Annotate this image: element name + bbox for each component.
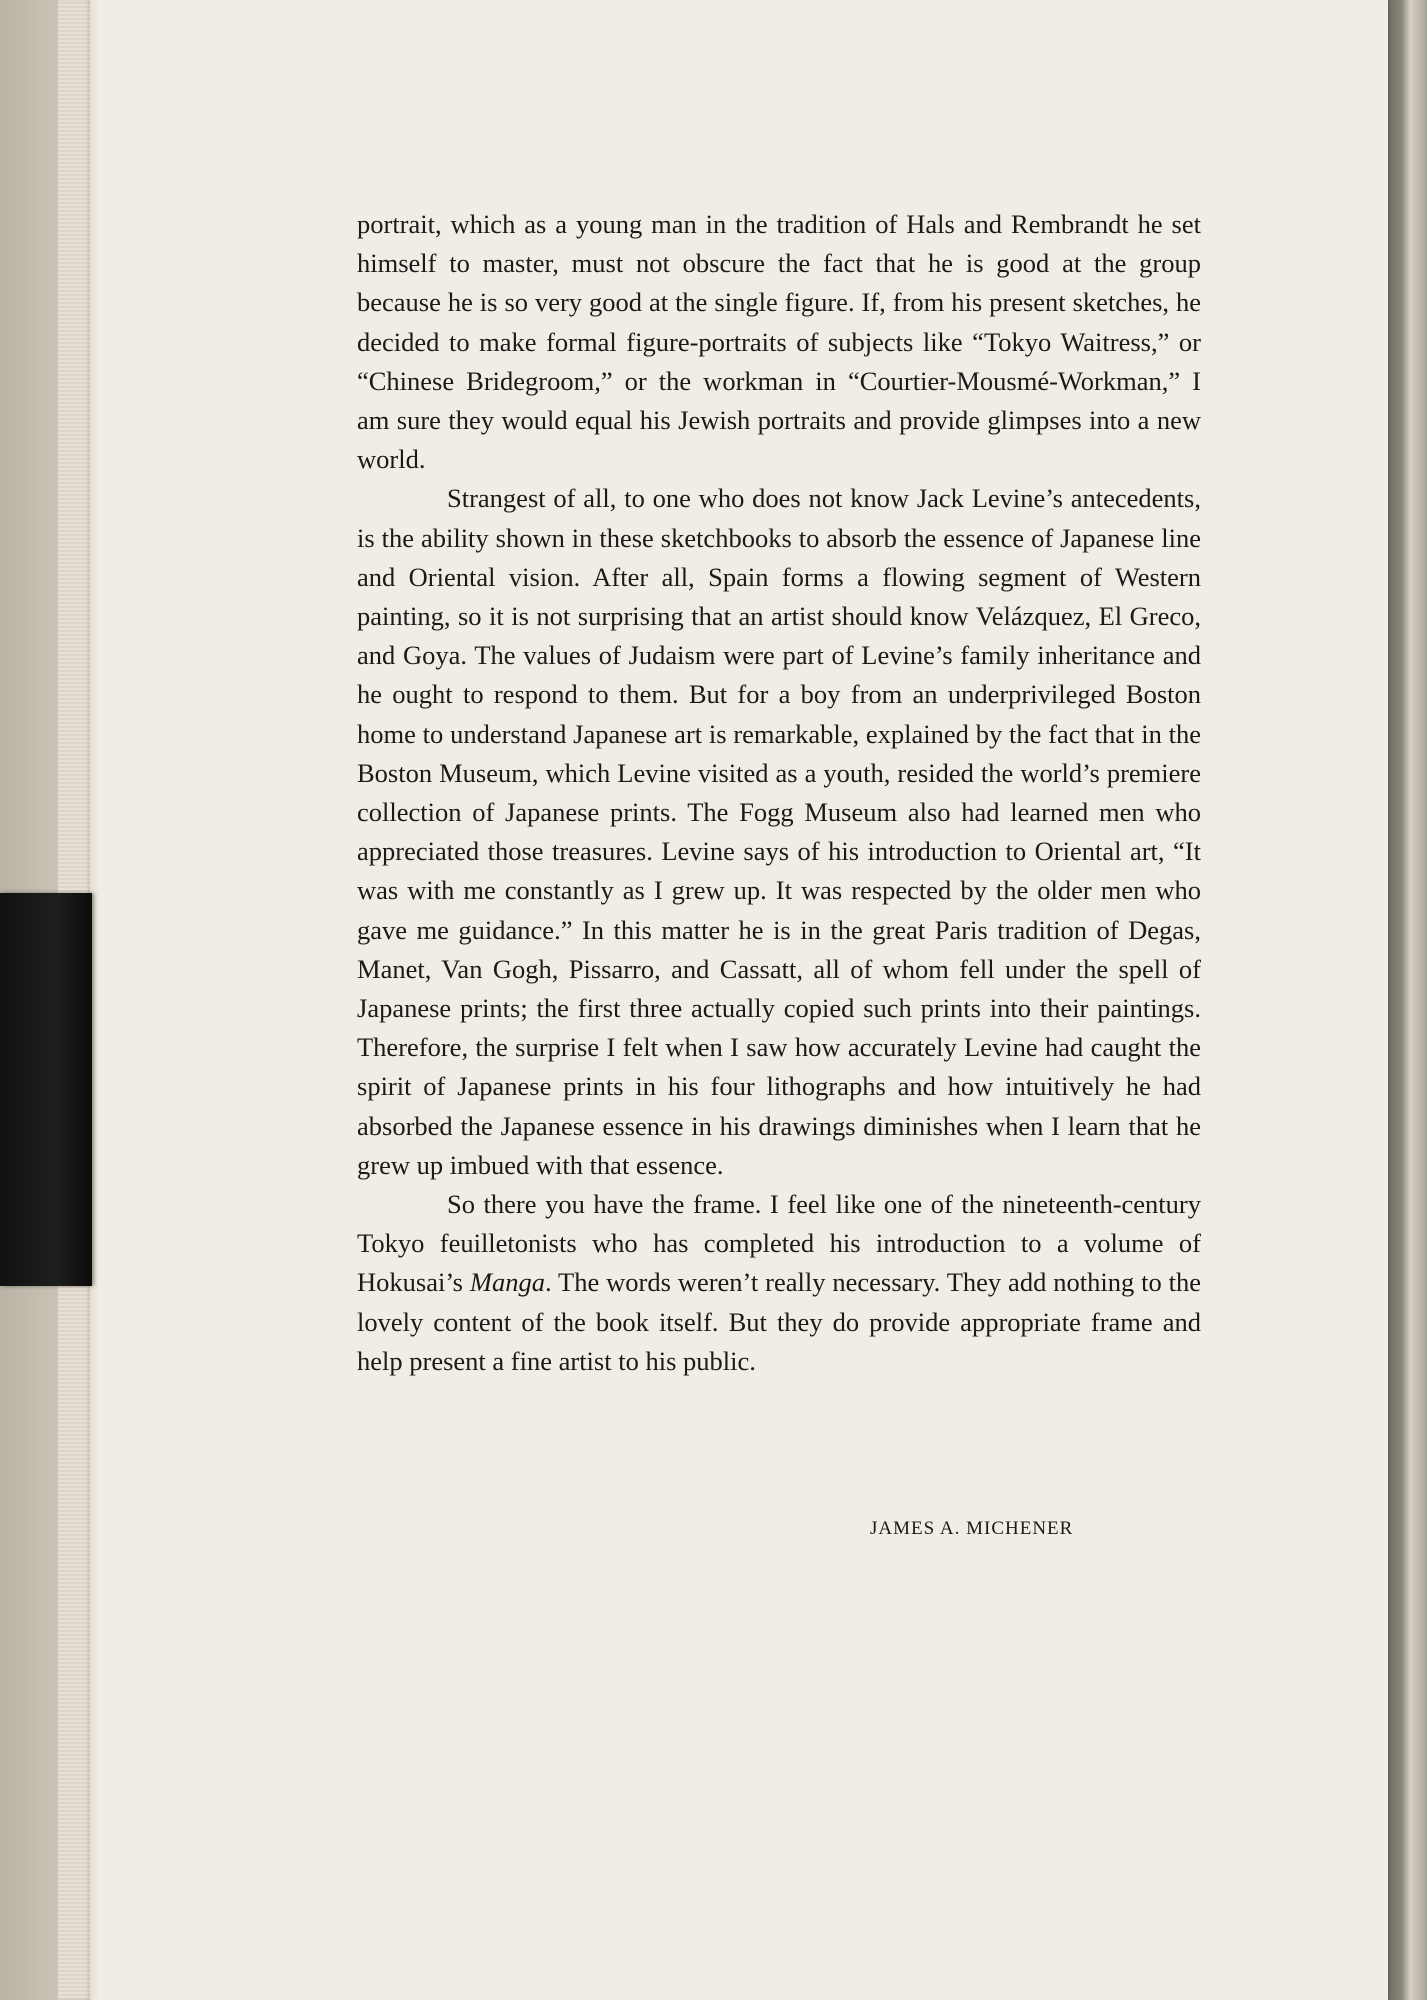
book-title-manga: Manga [469,1267,545,1298]
paragraph-3-text-b: . The words weren’t really necessary. They add nothing to the lovely content of the book itself. But they do provide appropriate frame and help present a fine artist to his public. [357,1267,1201,1376]
backdrop-right [1385,0,1427,2000]
essay-text [357,205,1201,1381]
paragraph-3-text-a: So there you have the frame. I feel like one of the nineteenth-century Tokyo feuilletonists who has completed his introduction to a volume of Hokusai’s [357,1189,1201,1298]
ribbon-tab [0,893,92,1286]
author-signature: JAMES A. MICHENER [870,1518,1074,1539]
paragraph-3 [357,1185,1201,1381]
paragraph-2: Strangest of all, to one who does not know Jack Levine’s antecedents, is the ability shown in these sketchbooks to absorb the essence of Japanese line and Oriental vision. After all, Spain forms a flowing segment of Western painting, so it is not surprising that an artist should know Velázquez, El Greco, and Goya. The values of Judaism were part of Levine’s family inheritance and he ought to respond to them. But for a boy from an underprivileged Boston home to understand Japanese art is remarkable, explained by the fact that in the Boston Museum, which Levine visited as a youth, resided the world’s premiere collection of Japanese prints. The Fogg Museum also had learned men who appreciated those treasures. Levine says of his introduction to Oriental art, “It was with me constantly as I grew up. It was respected by the older men who gave me guidance.” In this matter he is in the great Paris tradition of Degas, Manet, Van Gogh, Pissarro, and Cassatt, all of whom fell under the spell of Japanese prints; the first three actually copied such prints into their paintings. Therefore, the surprise I felt when I saw how accurately Levine had caught the spirit of Japanese prints in his four lithographs and how intuitively he had absorbed the Japanese essence in his drawings diminishes when I learn that he grew up imbued with that essence. [357,483,1201,1180]
paragraph-1: portrait, which as a young man in the tradition of Hals and Rembrandt he set himself to master, must not obscure the fact that he is good at the group because he is so very good at the single figure. If, from his present sketches, he decided to make formal figure-portraits of subjects like “Tokyo Waitress,” or “Chinese Bridegroom,” or the workman in “Courtier-Mousmé-Workman,” I am sure they would equal his Jewish portraits and provide glimpses into a new world. [357,209,1201,475]
